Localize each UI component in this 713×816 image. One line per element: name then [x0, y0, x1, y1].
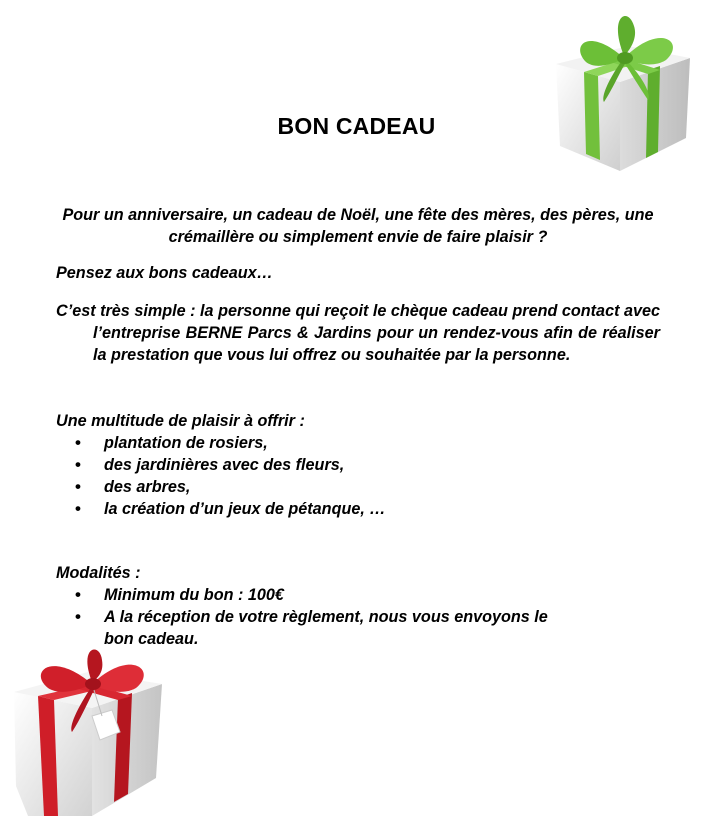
- list-item: • A la réception de votre règlement, nous vous envoyons le bon cadeau.: [0, 606, 560, 650]
- list-item: • Minimum du bon : 100€: [0, 584, 560, 606]
- list-item: • des arbres,: [0, 476, 560, 498]
- green-gift-box-icon: [548, 6, 698, 174]
- modalites-heading: Modalités :: [56, 564, 141, 582]
- multitude-heading: Une multitude de plaisir à offrir :: [56, 412, 305, 430]
- pensez-paragraph: Pensez aux bons cadeaux…: [56, 264, 273, 282]
- list-item: • des jardinières avec des fleurs,: [0, 454, 560, 476]
- page-title: BON CADEAU: [277, 113, 436, 139]
- list-item: • plantation de rosiers,: [0, 432, 560, 454]
- intro-paragraph: Pour un anniversaire, un cadeau de Noël, une fête des mères, des pères, une crémaillère ou simplement envie de faire plaisir ?: [62, 206, 654, 246]
- list-item: • la création d’un jeux de pétanque, …: [0, 498, 560, 520]
- modalites-list: [0, 584, 560, 650]
- description-paragraph: C’est très simple : la personne qui reçoit le chèque cadeau prend contact avec l’entreprise BERNE Parcs & Jardins pour un rendez-vous afin de réaliser la prestation que vous lui offrez ou souhaitée par la personne.: [56, 302, 660, 364]
- red-gift-box-icon: [8, 646, 168, 816]
- multitude-list: [0, 432, 560, 520]
